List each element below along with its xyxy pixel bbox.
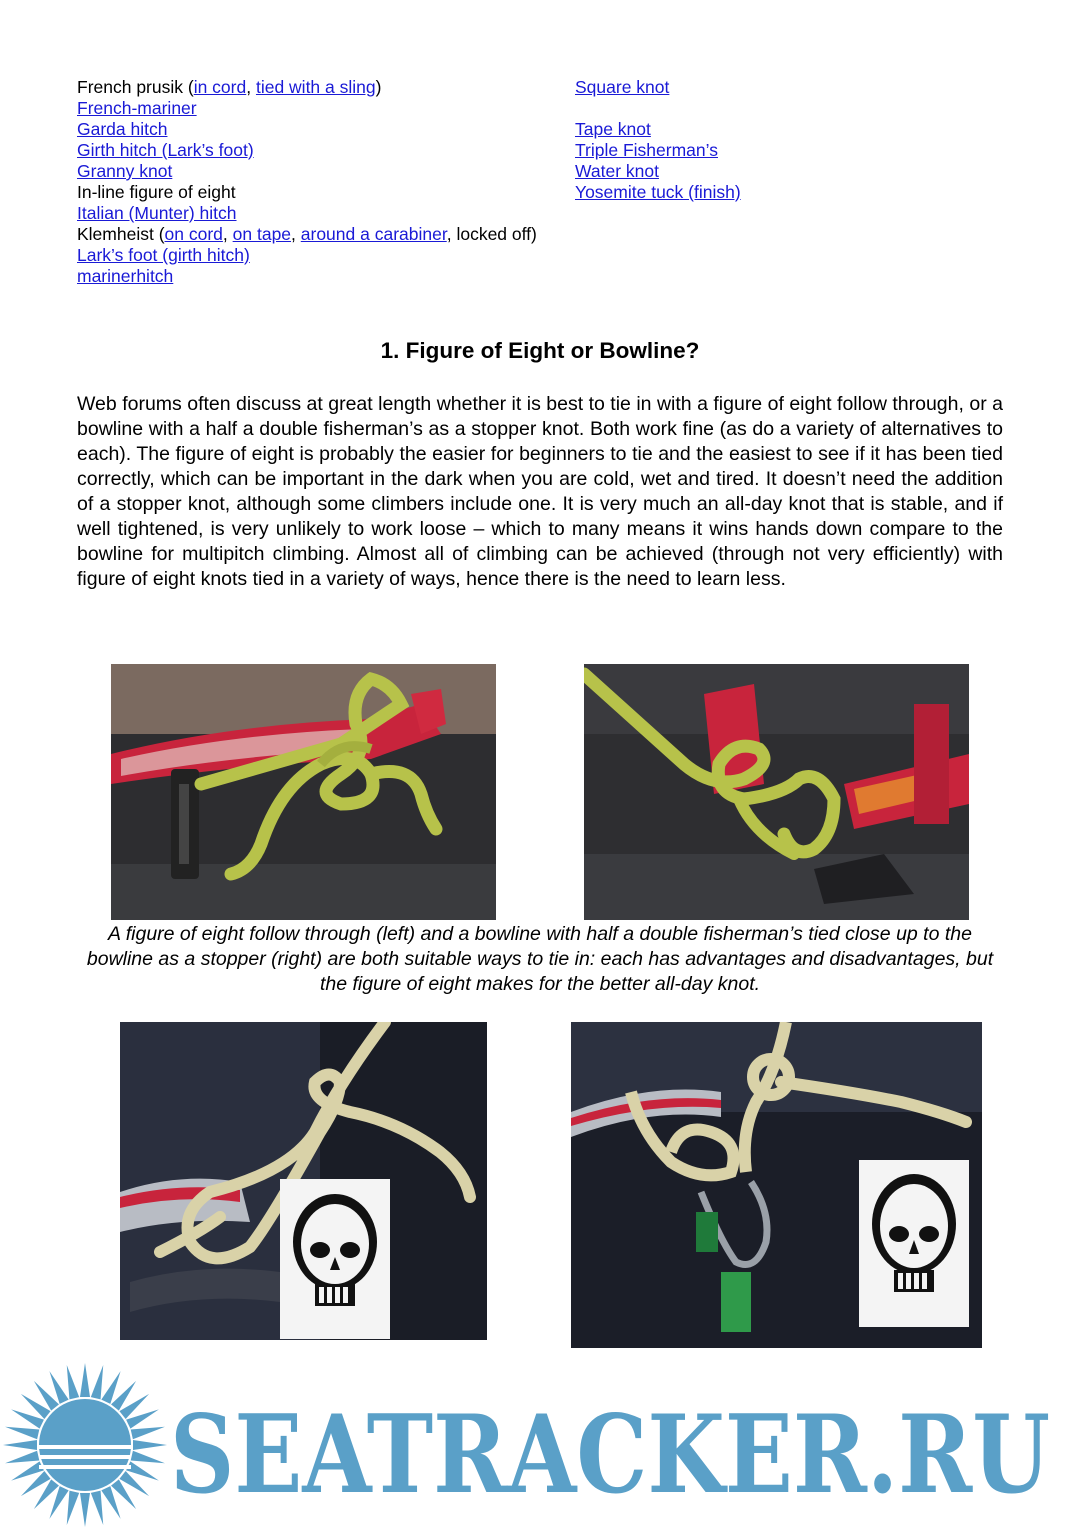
index-text: French prusik ( xyxy=(77,77,194,97)
index-row xyxy=(575,182,741,203)
index-row xyxy=(575,98,741,119)
sun-ray xyxy=(133,1440,167,1450)
knot-link[interactable]: Garda hitch xyxy=(77,119,168,139)
knot-link[interactable]: marinerhitch xyxy=(77,266,174,286)
index-row xyxy=(575,161,741,182)
index-row xyxy=(77,77,537,98)
index-text: ) xyxy=(375,77,382,97)
knot-link[interactable]: Square knot xyxy=(575,77,670,97)
index-row xyxy=(575,140,741,161)
index-row xyxy=(77,98,537,119)
knot-link[interactable]: Granny knot xyxy=(77,161,173,181)
photo-incorrect-knot-right xyxy=(571,1022,982,1348)
section-heading: 1. Figure of Eight or Bowline? xyxy=(380,338,700,363)
knot-link[interactable]: Lark’s foot (girth hitch) xyxy=(77,245,250,265)
index-text: In-line figure of eight xyxy=(77,182,236,202)
index-row xyxy=(575,119,741,140)
section-body-paragraph: Web forums often discuss at great length whether it is best to tie in with a figure of eight follow through, or a bowline with a half a double fisherman’s as a stopper knot. Both work fine (as do a variety of alternatives to each). The figure of eight is probably the easier for beginners to tie and the easiest to see if it has been tied correctly, which can be important in the dark when you are cold, wet and tired. It doesn’t need the addition of a stopper knot, although some climbers include one. It is very much an all-day knot that is stable, and if well tightened, is very unlikely to work loose – which to many means it wins hands down compare to the bowline for multipitch climbing. Almost all of climbing can be achieved (through not very efficiently) with figure of eight knots tied in a variety of ways, hence there is the need to learn less. xyxy=(77,393,1003,590)
index-text: , locked off) xyxy=(446,224,537,244)
knot-link[interactable]: on tape xyxy=(232,224,292,244)
index-row xyxy=(77,182,537,203)
knot-link[interactable]: tied with a sling xyxy=(255,77,376,97)
index-row xyxy=(77,245,537,266)
sun-ray xyxy=(80,1363,90,1397)
knot-link[interactable]: Triple Fisherman’s xyxy=(575,140,718,160)
index-row xyxy=(77,203,537,224)
photo-caption: A figure of eight follow through (left) and a bowline with half a double fisherman’s tied close up to the bowline as a stopper (right) are both suitable ways to tie in: each has advantages and disadvantages, but the figure of eight makes for the better all-day knot. xyxy=(86,923,994,995)
watermark-text: SEATRACKER.RU xyxy=(170,1392,1050,1518)
knot-link[interactable]: around a carabiner xyxy=(300,224,447,244)
photo-figure-of-eight xyxy=(111,664,496,920)
index-text: Klemheist ( xyxy=(77,224,165,244)
knot-link[interactable]: in cord xyxy=(193,77,247,97)
knot-link[interactable]: Tape knot xyxy=(575,119,651,139)
index-text: , xyxy=(291,224,301,244)
knot-link[interactable]: Italian (Munter) hitch xyxy=(77,203,237,223)
index-row xyxy=(77,266,537,287)
index-row xyxy=(77,161,537,182)
sun-ray xyxy=(80,1493,90,1527)
knot-link[interactable]: on cord xyxy=(164,224,223,244)
photo-incorrect-knot-left xyxy=(120,1022,487,1340)
knot-link[interactable]: Girth hitch (Lark’s foot) xyxy=(77,140,254,160)
sun-logo-icon xyxy=(3,1363,167,1527)
index-text: , xyxy=(246,77,256,97)
index-text: , xyxy=(222,224,233,244)
photo-bowline xyxy=(584,664,969,920)
watermark xyxy=(0,1360,1080,1528)
sun-ray xyxy=(3,1440,37,1450)
index-row xyxy=(77,119,537,140)
index-row xyxy=(77,140,537,161)
knot-link[interactable]: French-mariner xyxy=(77,98,197,118)
index-row xyxy=(575,77,741,98)
knot-index-right-column xyxy=(575,77,741,203)
knot-link[interactable]: Water knot xyxy=(575,161,659,181)
knot-index-left-column xyxy=(77,77,537,287)
index-row xyxy=(77,224,537,245)
knot-link[interactable]: Yosemite tuck (finish) xyxy=(575,182,741,202)
